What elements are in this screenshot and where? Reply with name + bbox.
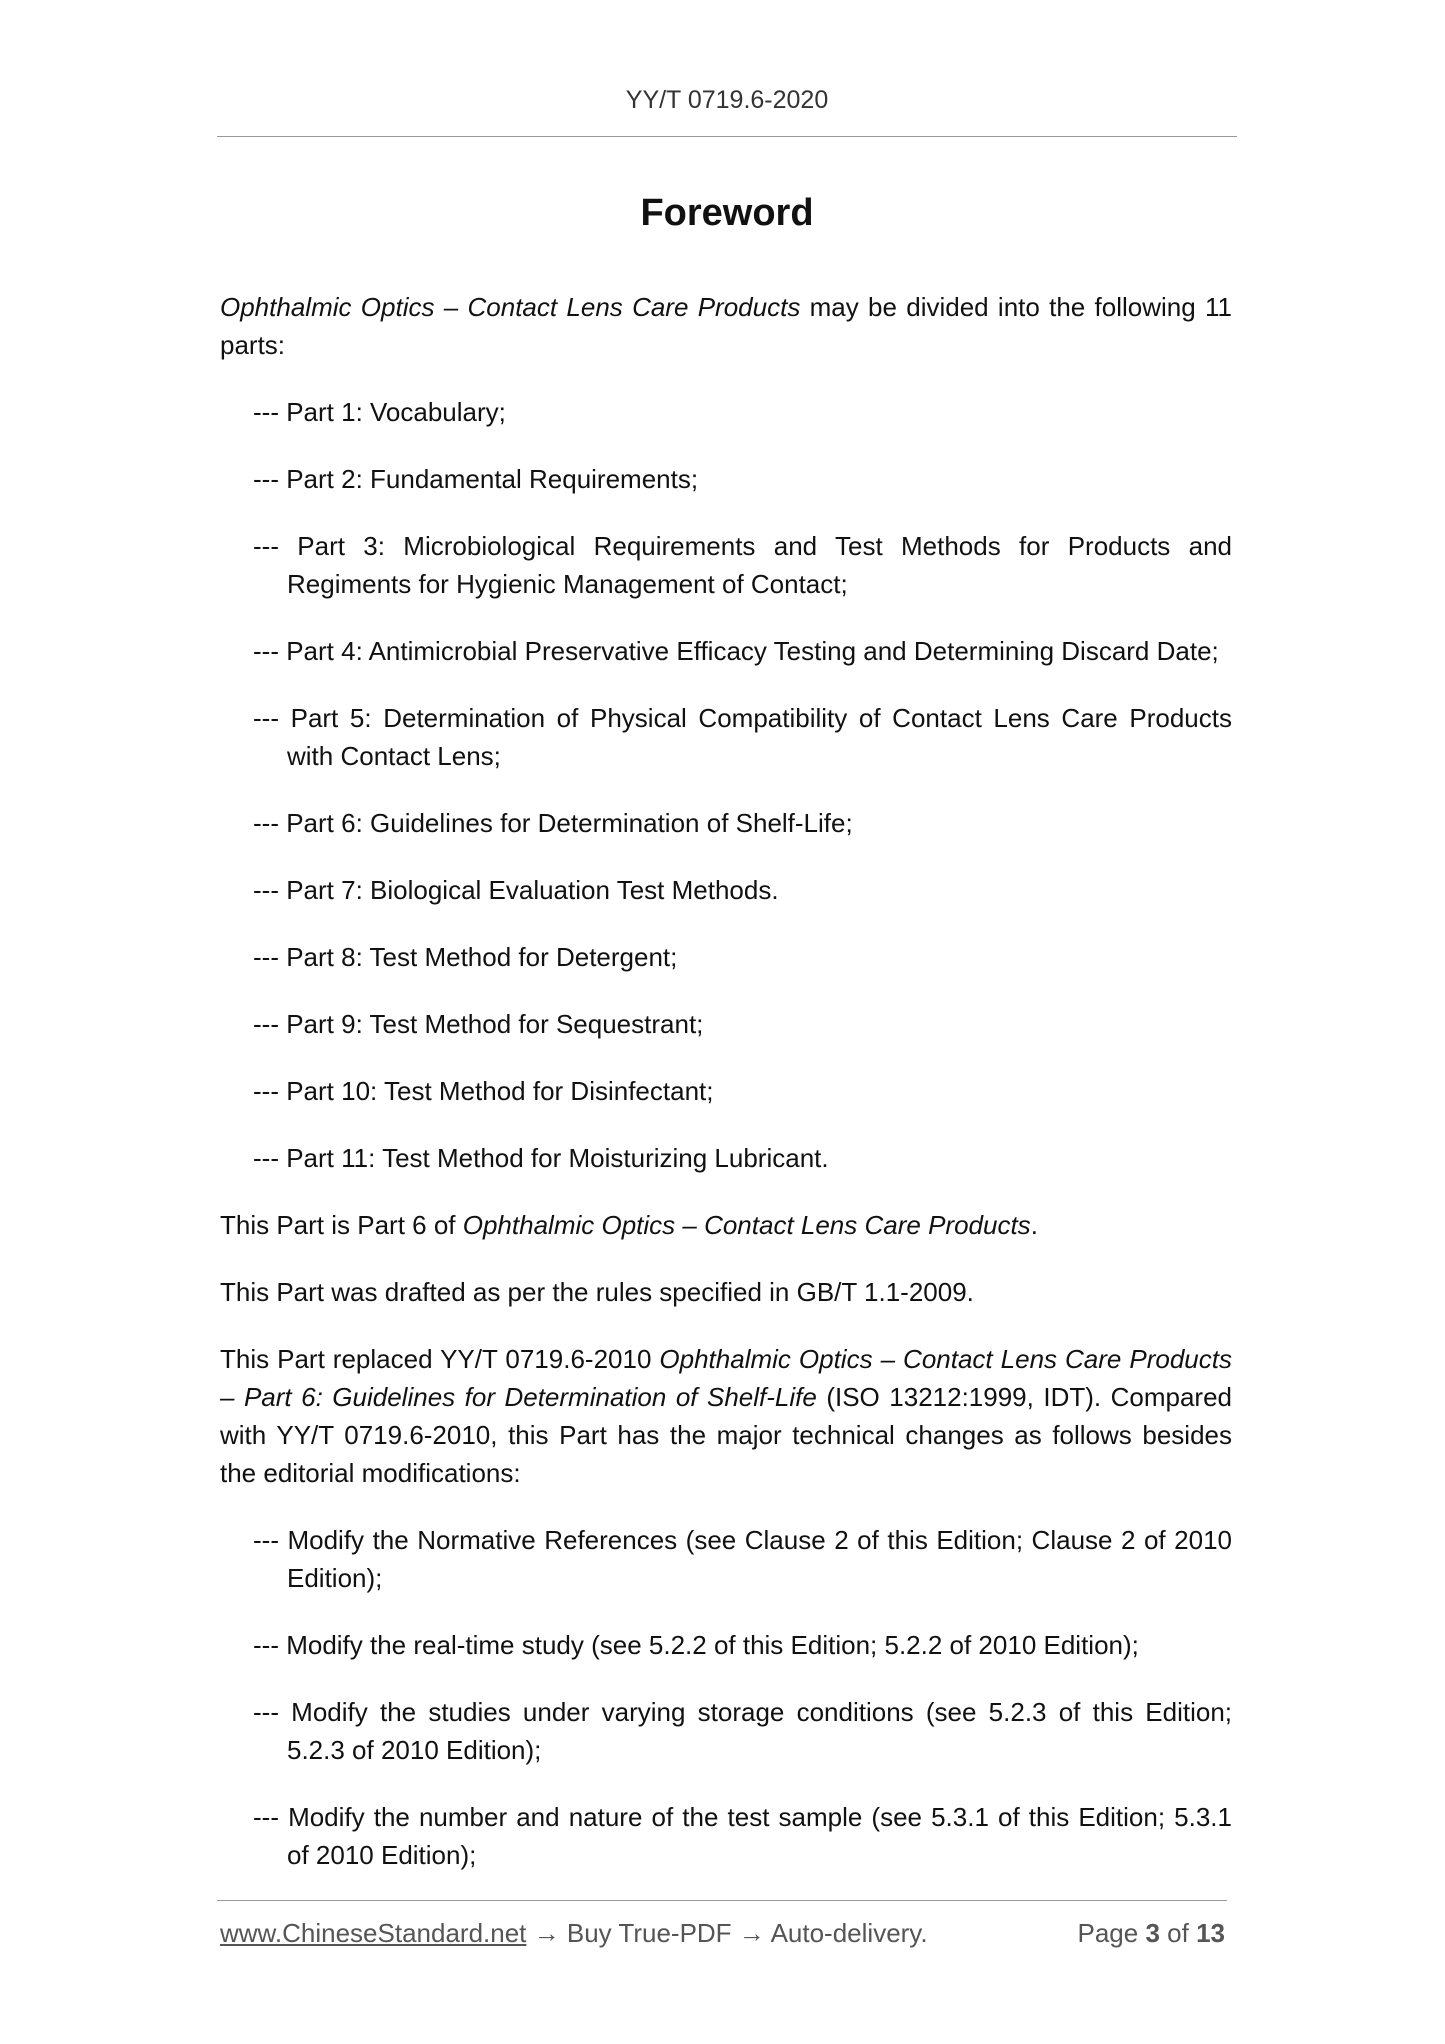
list-item-part-4: --- Part 4: Antimicrobial Preservative Efficacy Testing and Determining Discard Date; [253, 636, 1219, 666]
part-statement-prefix: This Part is Part 6 of [220, 1210, 463, 1240]
footer-divider [217, 1900, 1227, 1901]
intro-text: may be divided into the following 11 parts: [220, 292, 1233, 360]
page-current: 3 [1145, 1918, 1160, 1948]
replacement-prefix: This Part replaced YY/T 0719.6-2010 [220, 1344, 660, 1374]
page-number [1077, 1918, 1225, 1949]
list-item-part-3: --- Part 3: Microbiological Requirements and Test Methods for Products and Regiments for Hygienic Management of Contact; [253, 531, 1232, 599]
page-label: Page [1077, 1918, 1139, 1948]
website-link[interactable]: www.ChineseStandard.net [220, 1918, 527, 1948]
list-item-part-9: --- Part 9: Test Method for Sequestrant; [253, 1009, 704, 1039]
list-item-change-1: --- Modify the Normative References (see Clause 2 of this Edition; Clause 2 of 2010 Edition); [253, 1525, 1232, 1593]
replacement-paragraph [220, 1340, 1232, 1492]
header-divider [217, 136, 1237, 137]
list-item-part-1: --- Part 1: Vocabulary; [253, 397, 506, 427]
foreword-body [220, 288, 1232, 1903]
list-item-part-7: --- Part 7: Biological Evaluation Test Methods. [253, 875, 779, 905]
list-item-part-6: --- Part 6: Guidelines for Determination of Shelf-Life; [253, 808, 853, 838]
list-item-change-2: --- Modify the real-time study (see 5.2.2 of this Edition; 5.2.2 of 2010 Edition); [253, 1630, 1139, 1660]
list-item-part-5: --- Part 5: Determination of Physical Compatibility of Contact Lens Care Products with Contact Lens; [253, 703, 1232, 771]
part-statement-paragraph [220, 1206, 1232, 1244]
footer-tagline: → Buy True-PDF → Auto-delivery. [526, 1918, 928, 1948]
part-statement-suffix: . [1030, 1210, 1038, 1240]
replacement-suffix: (ISO 13212:1999, IDT). Compared with YY/T 0719.6-2010, this Part has the major technical changes as follows besides the editorial modifications: [220, 1382, 1232, 1488]
series-title: Ophthalmic Optics – Contact Lens Care Products [220, 292, 801, 322]
list-item-part-11: --- Part 11: Test Method for Moisturizing Lubricant. [253, 1143, 829, 1173]
list-item-part-8: --- Part 8: Test Method for Detergent; [253, 942, 678, 972]
list-item-change-4: --- Modify the number and nature of the test sample (see 5.3.1 of this Edition; 5.3.1 of 2010 Edition); [253, 1802, 1232, 1870]
page-title: Foreword [640, 192, 814, 234]
page-footer [220, 1918, 1225, 1949]
list-item-part-10: --- Part 10: Test Method for Disinfectant; [253, 1076, 714, 1106]
list-item-change-3: --- Modify the studies under varying storage conditions (see 5.2.3 of this Edition; 5.2.3 of 2010 Edition); [253, 1697, 1232, 1765]
intro-paragraph [220, 288, 1232, 364]
drafting-paragraph: This Part was drafted as per the rules specified in GB/T 1.1-2009. [220, 1277, 974, 1307]
running-header: YY/T 0719.6-2020 [625, 86, 829, 114]
replaced-standard-title: Ophthalmic Optics – Contact Lens Care Products – Part 6: Guidelines for Determination of Shelf-Life [220, 1344, 1232, 1412]
list-item-part-2: --- Part 2: Fundamental Requirements; [253, 464, 699, 494]
series-title: Ophthalmic Optics – Contact Lens Care Products [462, 1210, 1031, 1240]
page-of-label: of [1167, 1918, 1189, 1948]
page-total: 13 [1196, 1918, 1225, 1948]
